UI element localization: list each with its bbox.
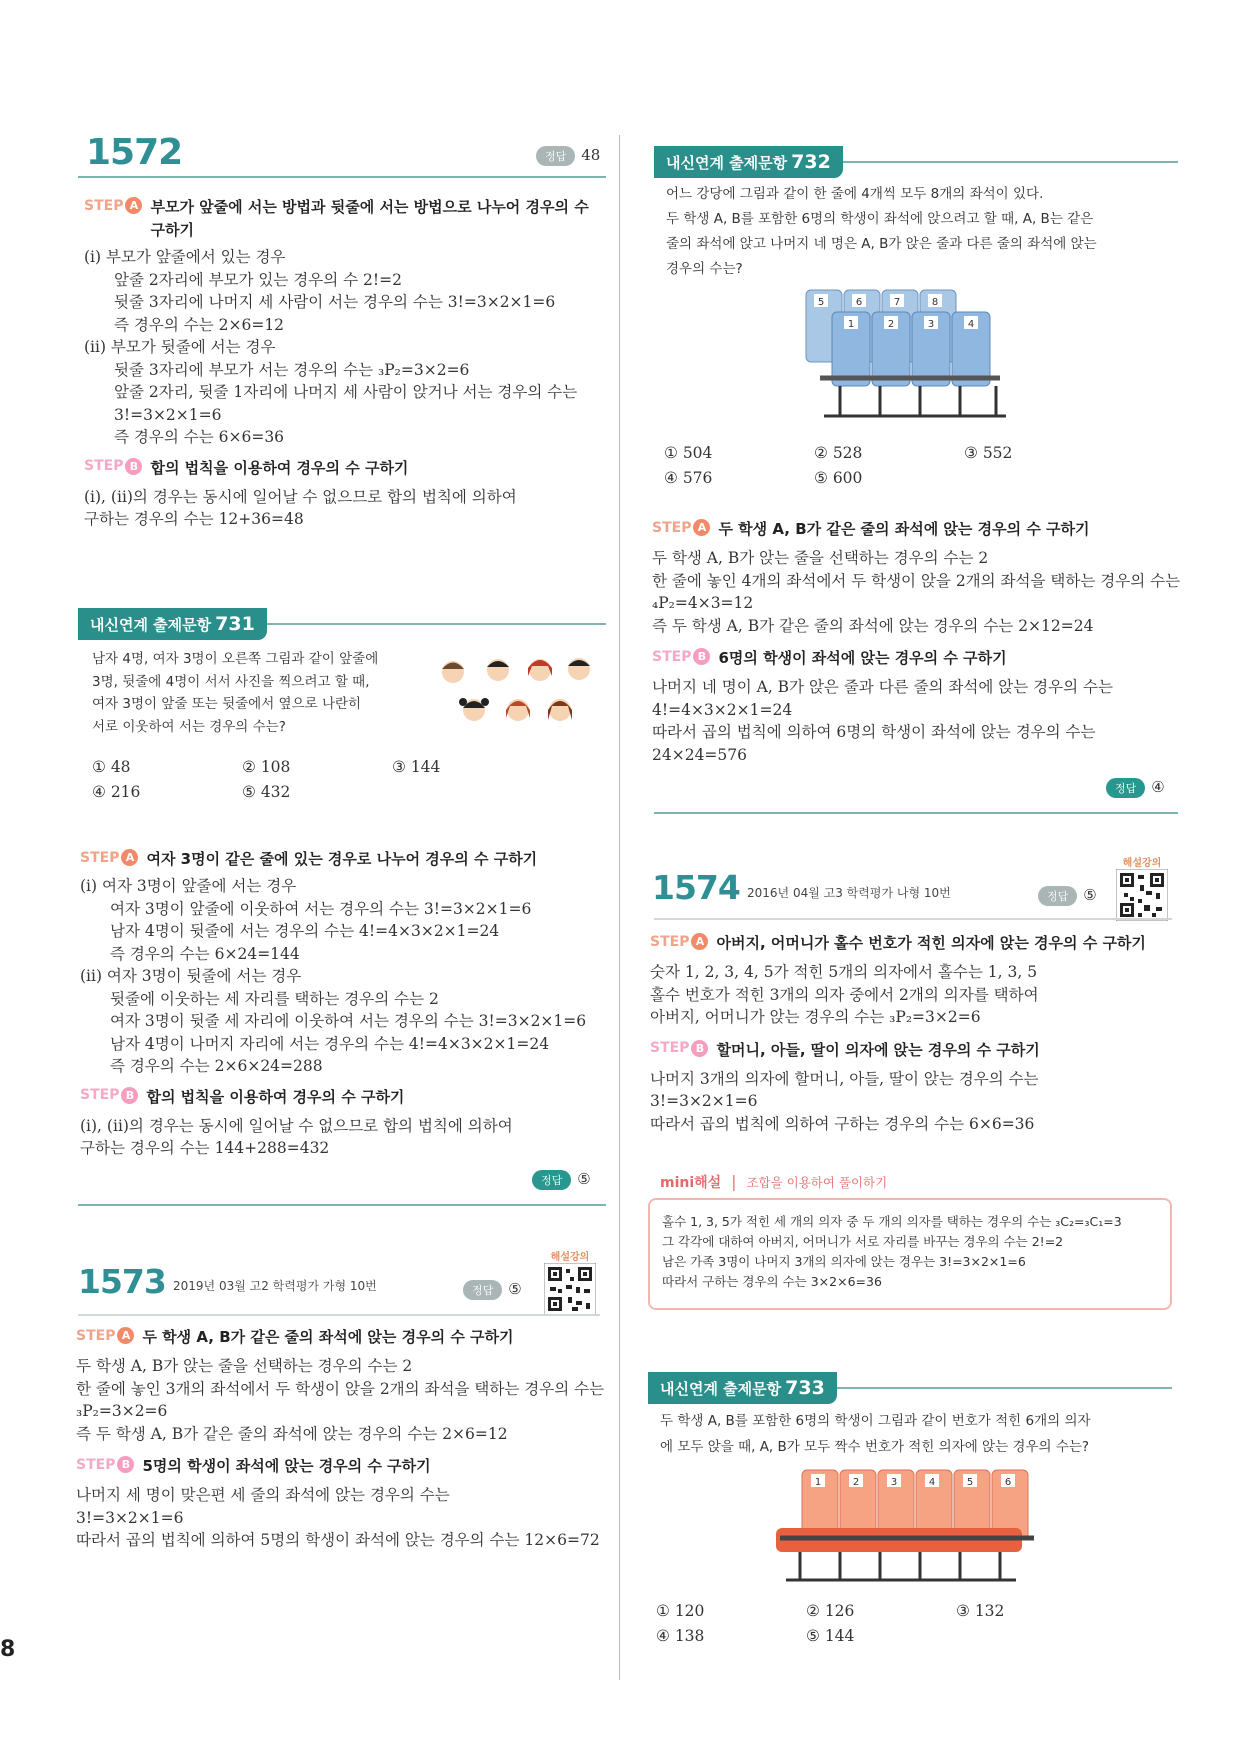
line: 즉 두 학생 A, B가 같은 줄의 좌석에 앉는 경우의 수는 2×6=12	[76, 1424, 508, 1443]
line: 한 줄에 놓인 3개의 좌석에서 두 학생이 앉을 2개의 좌석을 택하는 경우의 수는	[76, 1379, 605, 1398]
line: (ⅰ), (ⅱ)의 경우는 동시에 일어날 수 없으므로 합의 법칙에 의하여	[84, 487, 517, 506]
front-row-seats	[820, 312, 1006, 416]
mini-line: 따라서 구하는 경우의 수는 3×2×6=36	[662, 1274, 882, 1289]
line: 숫자 1, 2, 3, 4, 5가 적힌 5개의 의자에서 홀수는 1, 3, 5	[650, 963, 1038, 981]
line: ₄P₂=4×3=12	[652, 594, 754, 612]
problem-source: 2016년 04월 고3 학력평가 나형 10번	[747, 886, 951, 900]
line: 4!=4×3×2×1=24	[652, 700, 793, 719]
line: 나머지 네 명이 A, B가 앉은 줄과 다른 줄의 좌석에 앉는 경우의 수는	[652, 678, 1113, 696]
mini-line: 홀수 1, 3, 5가 적힌 세 개의 의자 중 두 개의 의자를 택하는 경우의 수는 ₃C₂=₃C₁=3	[662, 1214, 1122, 1229]
step-a-body	[84, 246, 609, 449]
step-b	[80, 1086, 610, 1109]
question-732	[666, 182, 1186, 282]
step-circle: B	[121, 1087, 138, 1104]
step-label: STEP	[84, 458, 124, 474]
answer-732	[1106, 778, 1165, 798]
step-title: 두 학생 A, B가 같은 줄의 좌석에 앉는 경우의 수 구하기	[142, 1328, 514, 1346]
solution-732	[652, 518, 1192, 766]
step-circle: B	[691, 1040, 708, 1057]
step-title: 할머니, 아들, 딸이 의자에 앉는 경우의 수 구하기	[716, 1040, 1040, 1059]
section-header-733	[648, 1372, 1172, 1404]
seat-label: 1	[814, 1477, 822, 1488]
mini-solution-header	[660, 1172, 887, 1192]
answer-badge: 정답	[532, 1170, 571, 1190]
step-title: 아버지, 어머니가 홀수 번호가 적힌 의자에 앉는 경우의 수 구하기	[716, 934, 1146, 952]
numbered-chairs-orange	[766, 1468, 1056, 1592]
step-b-body	[80, 1115, 610, 1160]
line: 남자 4명이 뒷줄에 서는 경우의 수는 4!=4×3×2×1=24	[110, 922, 500, 940]
seat-label: 3	[890, 1477, 898, 1488]
step-b-body	[84, 486, 609, 531]
problem-source: 2019년 03월 고2 학력평가 가형 10번	[173, 1279, 377, 1293]
line: 즉 경우의 수는 6×6=36	[114, 428, 285, 446]
step-circle: B	[693, 648, 710, 665]
seat-label: 4	[967, 319, 975, 330]
question-line: 서로 이웃하여 서는 경우의 수는?	[92, 718, 286, 735]
seat-label: 2	[852, 1477, 860, 1488]
mini-separator: |	[731, 1173, 737, 1191]
line: 홀수 번호가 적힌 3개의 의자 중에서 2개의 의자를 택하여	[650, 985, 1039, 1004]
step-circle: B	[117, 1456, 134, 1473]
choice: ⑤ 600	[814, 468, 863, 487]
step-a	[76, 1326, 616, 1349]
step-a	[650, 932, 1190, 955]
problem-number-1574: 1574	[652, 868, 740, 907]
answer-value: ⑤	[1083, 886, 1097, 904]
line: 앞줄 2자리, 뒷줄 1자리에 나머지 세 사람이 앉거나 서는 경우의 수는	[114, 383, 578, 401]
step-circle: A	[117, 1327, 134, 1344]
question-733	[660, 1408, 1180, 1460]
back-row-children	[442, 658, 590, 683]
step-label: STEP	[652, 519, 692, 536]
question-line: 두 학생 A, B를 포함한 6명의 학생이 그림과 같이 번호가 적힌 6개의 의자	[660, 1413, 1091, 1429]
qr-lecture-1574[interactable]	[1112, 854, 1172, 925]
choice: ④ 216	[92, 782, 141, 801]
auditorium-seats-blue	[800, 286, 1014, 432]
line: 즉 두 학생 A, B가 같은 줄의 좌석에 앉는 경우의 수는 2×12=24	[652, 616, 1094, 635]
qr-lecture-1573[interactable]	[540, 1248, 600, 1319]
seat-label: 1	[847, 319, 855, 330]
step-b	[76, 1455, 616, 1478]
qr-label: 해설강의	[550, 1252, 590, 1263]
answer-badge: 정답	[536, 146, 575, 166]
step-label: STEP	[84, 197, 124, 214]
solution-1574	[650, 932, 1190, 1135]
line: 두 학생 A, B가 앉는 줄을 선택하는 경우의 수는 2	[652, 549, 989, 567]
header-label: 내신연계 출제문항	[660, 1380, 782, 1398]
answer-badge: 정답	[1106, 778, 1145, 798]
step-label: STEP	[80, 1087, 120, 1103]
line: 따라서 곱의 법칙에 의하여 6명의 학생이 좌석에 앉는 경우의 수는	[652, 723, 1096, 741]
question-line: 남자 4명, 여자 3명이 오른쪽 그림과 같이 앞줄에	[92, 651, 379, 667]
step-label: STEP	[76, 1456, 116, 1473]
seat-label: 7	[893, 297, 901, 308]
chair-seats	[776, 1528, 1034, 1580]
mini-title: mini해설	[660, 1175, 722, 1191]
mini-line: 그 각각에 대하여 아버지, 어머니가 서로 자리를 바꾸는 경우의 수는 2!=2	[662, 1234, 1064, 1249]
header-number: 732	[791, 151, 831, 173]
choices-731	[92, 756, 542, 803]
step-a	[84, 196, 609, 242]
line: (ⅰ), (ⅱ)의 경우는 동시에 일어날 수 없으므로 합의 법칙에 의하여	[80, 1116, 513, 1135]
question-line: 3명, 뒷줄에 4명이 서서 사진을 찍으려고 할 때,	[92, 673, 370, 690]
question-line: 줄의 좌석에 앉고 나머지 네 명은 A, B가 앉은 줄과 다른 줄의 좌석에 앉는	[666, 236, 1097, 252]
answer-1574	[1038, 886, 1097, 906]
step-label: STEP	[76, 1327, 116, 1344]
step-title: 합의 법칙을 이용하여 경우의 수 구하기	[146, 1087, 405, 1106]
seat-label: 6	[1004, 1477, 1012, 1488]
step-title: 합의 법칙을 이용하여 경우의 수 구하기	[150, 458, 409, 477]
step-title: 5명의 학생이 좌석에 앉는 경우의 수 구하기	[142, 1457, 431, 1475]
line: (ⅰ) 여자 3명이 앞줄에 서는 경우	[80, 877, 297, 895]
section-header-732	[654, 146, 1178, 178]
line: 뒷줄 3자리에 나머지 세 사람이 서는 경우의 수는 3!=3×2×1=6	[114, 293, 556, 311]
answer-value: ⑤	[577, 1170, 591, 1188]
choice: ② 126	[806, 1602, 855, 1620]
divider	[78, 176, 606, 178]
answer-badge: 정답	[463, 1280, 502, 1300]
line: 여자 3명이 앞줄에 이웃하여 서는 경우의 수는 3!=3×2×1=6	[110, 899, 532, 918]
divider	[654, 812, 1178, 814]
answer-value: ④	[1151, 778, 1165, 796]
choice: ⑤ 144	[806, 1626, 855, 1645]
step-title: 두 학생 A, B가 같은 줄의 좌석에 앉는 경우의 수 구하기	[718, 520, 1090, 538]
choice: ⑤ 432	[242, 782, 291, 801]
line: 앞줄 2자리에 부모가 있는 경우의 수 2!=2	[114, 270, 402, 289]
solution-1572	[84, 196, 609, 531]
mini-solution-box	[648, 1198, 1172, 1310]
step-title: 6명의 학생이 좌석에 앉는 경우의 수 구하기	[718, 649, 1007, 667]
step-a-body	[76, 1355, 616, 1445]
line: 구하는 경우의 수는 144+288=432	[80, 1139, 330, 1157]
question-731	[92, 648, 472, 738]
line: 따라서 곱의 법칙에 의하여 5명의 학생이 좌석에 앉는 경우의 수는 12×6=72	[76, 1531, 600, 1549]
step-a-body	[80, 875, 610, 1078]
children-illustration	[436, 652, 602, 726]
answer-1573	[463, 1280, 522, 1300]
qr-code-icon	[1116, 869, 1168, 921]
line: 3!=3×2×1=6	[650, 1092, 758, 1110]
step-circle: A	[693, 519, 710, 536]
choice: ③ 144	[392, 758, 441, 776]
step-circle: A	[125, 197, 142, 214]
question-line: 두 학생 A, B를 포함한 6명의 학생이 좌석에 앉으려고 할 때, A, B는 같은	[666, 211, 1094, 227]
choice: ① 120	[656, 1602, 705, 1620]
step-a-body	[650, 961, 1190, 1029]
step-a	[652, 518, 1192, 541]
step-a-body	[652, 547, 1192, 637]
seat-label: 3	[927, 319, 935, 330]
mini-subtitle: 조합을 이용하여 풀이하기	[746, 1175, 888, 1190]
line: 남자 4명이 나머지 자리에 서는 경우의 수는 4!=4×3×2×1=24	[110, 1034, 550, 1053]
step-b	[652, 647, 1192, 670]
step-a	[80, 848, 610, 871]
line: 즉 경우의 수는 6×24=144	[110, 944, 300, 963]
line: 뒷줄에 이웃하는 세 자리를 택하는 경우의 수는 2	[110, 989, 439, 1008]
answer-value: 48	[581, 146, 601, 164]
header-label: 내신연계 출제문항	[666, 154, 788, 172]
step-label: STEP	[652, 648, 692, 665]
choices-732	[664, 442, 1114, 489]
seat-label: 5	[817, 297, 825, 308]
line: 따라서 곱의 법칙에 의하여 구하는 경우의 수는 6×6=36	[650, 1114, 1035, 1133]
header-label: 내신연계 출제문항	[90, 616, 212, 634]
line: (ⅱ) 부모가 뒷줄에 서는 경우	[84, 338, 276, 356]
qr-code-icon	[544, 1263, 596, 1315]
step-label: STEP	[650, 1040, 690, 1056]
answer-value: ⑤	[508, 1280, 522, 1298]
front-row-children	[459, 698, 572, 721]
line: 나머지 세 명이 맞은편 세 줄의 좌석에 앉는 경우의 수는	[76, 1486, 450, 1504]
step-circle: A	[121, 849, 138, 866]
choice: ④ 576	[664, 468, 713, 487]
step-circle: A	[691, 933, 708, 950]
step-label: STEP	[650, 933, 690, 950]
qr-label: 해설강의	[1122, 858, 1162, 869]
choice: ④ 138	[656, 1626, 705, 1645]
header-number: 733	[785, 1377, 825, 1399]
line: 구하는 경우의 수는 12+36=48	[84, 510, 304, 528]
choice: ① 504	[664, 444, 713, 462]
question-line: 어느 강당에 그림과 같이 한 줄에 4개씩 모두 8개의 좌석이 있다.	[666, 186, 1044, 202]
seat-label: 5	[966, 1477, 974, 1488]
section-header-731	[78, 608, 606, 640]
line: 24×24=576	[652, 745, 748, 764]
choices-733	[656, 1600, 1106, 1647]
answer-1572	[536, 146, 600, 166]
seat-label: 4	[928, 1477, 936, 1488]
line: 즉 경우의 수는 2×6=12	[114, 315, 285, 334]
line: 3!=3×2×1=6	[76, 1508, 184, 1527]
line: 두 학생 A, B가 앉는 줄을 선택하는 경우의 수는 2	[76, 1357, 413, 1375]
seat-label: 6	[855, 297, 863, 308]
line: 여자 3명이 뒷줄 세 자리에 이웃하여 서는 경우의 수는 3!=3×2×1=6	[110, 1012, 587, 1030]
divider	[78, 1314, 600, 1316]
seat-label: 8	[931, 297, 939, 308]
line: 나머지 3개의 의자에 할머니, 아들, 딸이 앉는 경우의 수는	[650, 1069, 1039, 1088]
header-number: 731	[215, 613, 255, 635]
line: (ⅱ) 여자 3명이 뒷줄에 서는 경우	[80, 967, 302, 985]
answer-731	[532, 1170, 591, 1190]
solution-731	[80, 848, 610, 1160]
step-b	[84, 457, 609, 480]
line: 아버지, 어머니가 앉는 경우의 수는 ₃P₂=3×2=6	[650, 1008, 981, 1026]
choice: ② 528	[814, 444, 863, 462]
step-b-body	[76, 1484, 616, 1552]
question-line: 에 모두 앉을 때, A, B가 모두 짝수 번호가 적힌 의자에 앉는 경우의 수는?	[660, 1439, 1090, 1455]
step-label: STEP	[80, 849, 120, 866]
choice: ③ 552	[964, 444, 1013, 462]
question-line: 경우의 수는?	[666, 261, 743, 277]
choice: ① 48	[92, 758, 131, 776]
line: 즉 경우의 수는 2×6×24=288	[110, 1057, 323, 1075]
step-b-body	[650, 1068, 1190, 1136]
problem-number-1573: 1573	[78, 1262, 166, 1301]
line: 한 줄에 놓인 4개의 좌석에서 두 학생이 앉을 2개의 좌석을 택하는 경우의 수는	[652, 571, 1181, 590]
seat-label: 2	[887, 319, 895, 330]
column-divider	[619, 135, 620, 1680]
line: (ⅰ) 부모가 앞줄에서 있는 경우	[84, 248, 286, 266]
step-title: 부모가 앞줄에 서는 방법과 뒷줄에 서는 방법으로 나누어 경우의 수 구하기	[150, 198, 589, 239]
line: ₃P₂=3×2=6	[76, 1402, 168, 1420]
problem-number-1572: 1572	[86, 132, 183, 173]
step-title: 여자 3명이 같은 줄에 있는 경우로 나누어 경우의 수 구하기	[146, 850, 538, 868]
choice: ③ 132	[956, 1602, 1005, 1620]
solution-1573	[76, 1326, 616, 1552]
step-b	[650, 1039, 1190, 1062]
divider	[78, 1204, 606, 1206]
divider	[654, 918, 1172, 920]
step-b-body	[652, 676, 1192, 766]
step-circle: B	[125, 458, 142, 475]
question-line: 여자 3명이 앞줄 또는 뒷줄에서 옆으로 나란히	[92, 696, 362, 712]
page-number: 8	[0, 1637, 16, 1662]
answer-badge: 정답	[1038, 886, 1077, 906]
line: 3!=3×2×1=6	[114, 405, 222, 424]
line: 뒷줄 3자리에 부모가 서는 경우의 수는 ₃P₂=3×2=6	[114, 360, 470, 379]
mini-line: 남은 가족 3명이 나머지 3개의 의자에 앉는 경우는 3!=3×2×1=6	[662, 1254, 1026, 1269]
choice: ② 108	[242, 758, 291, 776]
